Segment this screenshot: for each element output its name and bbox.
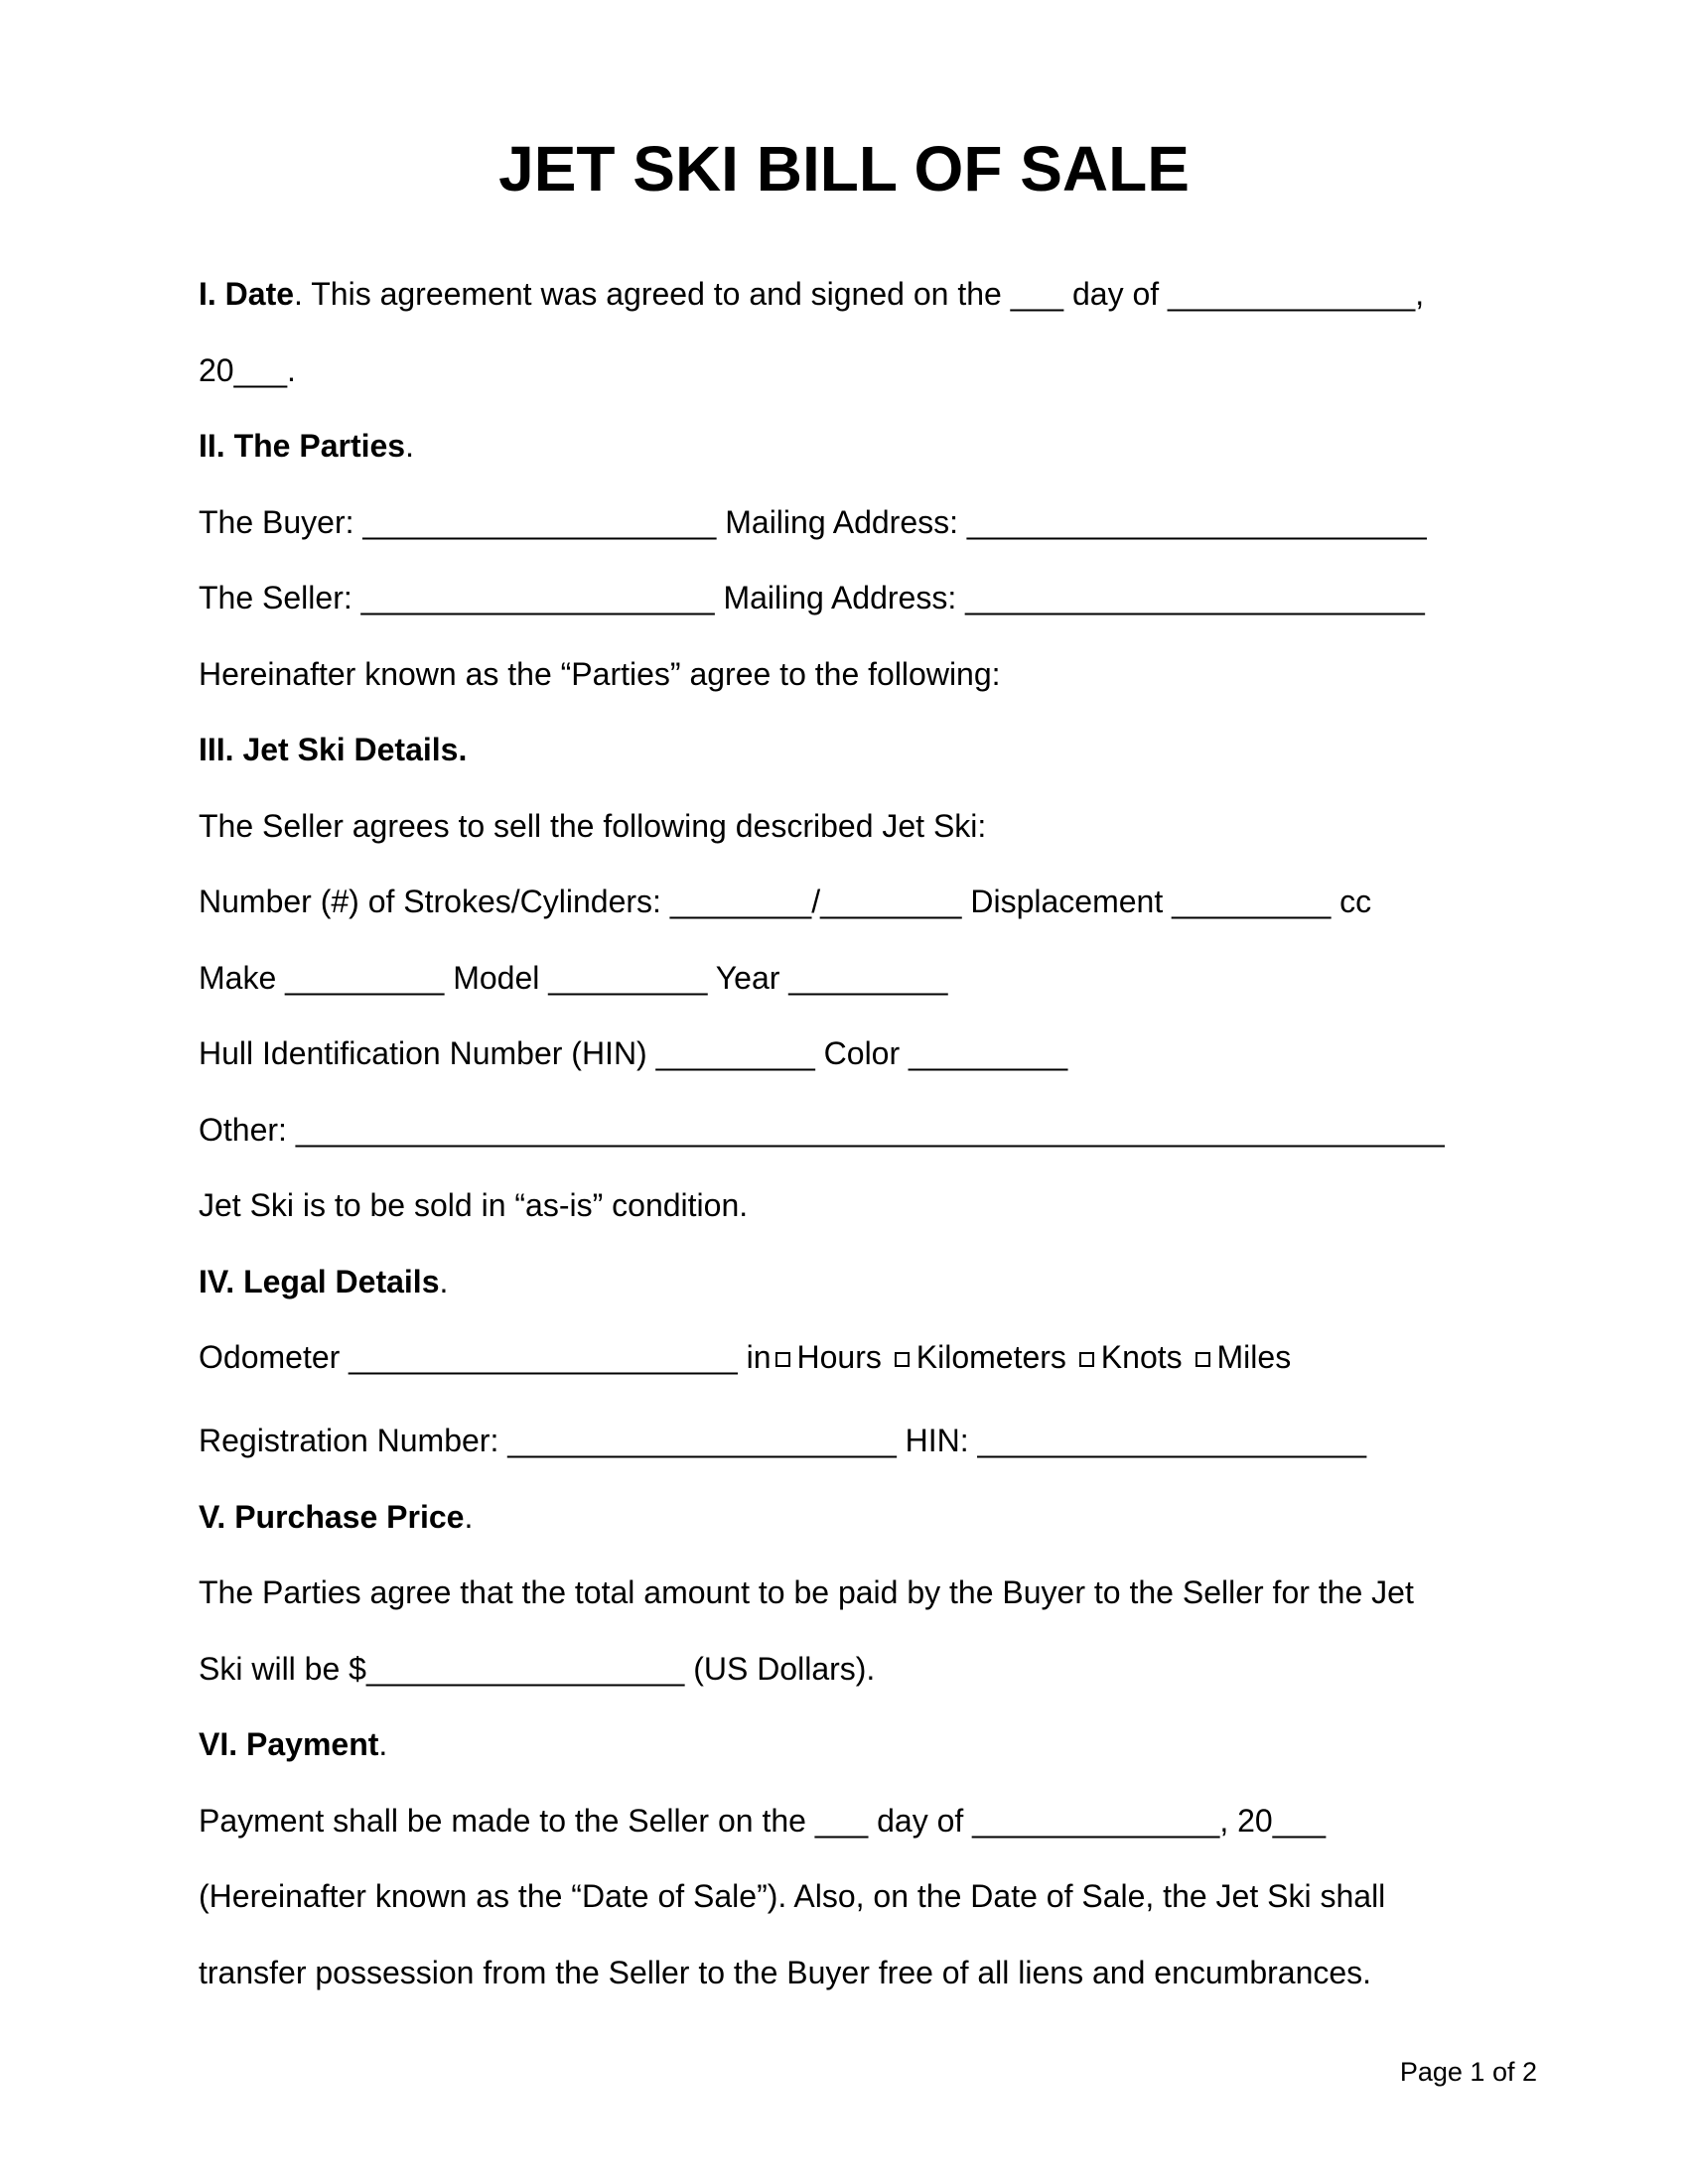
payment-line-1: Payment shall be made to the Seller on the ___ day of ______________, 20___ [199, 1802, 1327, 1839]
seller-line: The Seller: ____________________ Mailing Address: __________________________ [199, 580, 1425, 615]
buyer-line: The Buyer: ____________________ Mailing Address: __________________________ [199, 503, 1427, 540]
date-line-1 [199, 266, 1529, 342]
odometer-label: Odometer ______________________ in [199, 1339, 772, 1375]
price-line-1: The Parties agree that the total amount to be paid by the Buyer to the Seller for the Jet [199, 1574, 1414, 1610]
strokes-line: Number (#) of Strokes/Cylinders: ________/________ Displacement _________ cc [199, 884, 1372, 919]
date-line-2: 20___. [199, 351, 296, 388]
knots-checkbox[interactable] [1079, 1352, 1094, 1367]
knots-label: Knots [1100, 1339, 1183, 1375]
heading-period: . [439, 1263, 449, 1299]
parties-hereinafter: Hereinafter known as the “Parties” agree to the following: [199, 655, 1001, 692]
odometer-line [199, 1329, 1529, 1413]
document-body [199, 266, 1529, 2020]
legal-heading-line [199, 1254, 1529, 1330]
heading-period: . [405, 428, 414, 464]
page-number: Page 1 of 2 [1399, 2057, 1537, 2087]
payment-line-3: transfer possession from the Seller to the Buyer free of all liens and encumbrances. [199, 1954, 1372, 1990]
kilometers-label: Kilometers [915, 1339, 1066, 1375]
section-heading-legal: IV. Legal Details [199, 1263, 440, 1299]
make-model-year-line: Make _________ Model _________ Year _________ [199, 959, 948, 996]
hin-color-line: Hull Identification Number (HIN) _________ Color _________ [199, 1035, 1068, 1071]
kilometers-checkbox[interactable] [895, 1352, 910, 1367]
section-heading-date: I. Date [199, 276, 295, 312]
registration-line: Registration Number: ______________________ HIN: ______________________ [199, 1423, 1367, 1458]
hours-label: Hours [796, 1339, 882, 1375]
document-title: JET SKI BILL OF SALE [498, 133, 1190, 205]
section-heading-details: III. Jet Ski Details. [199, 732, 468, 767]
heading-period: . [464, 1498, 474, 1535]
hours-checkbox[interactable] [775, 1352, 790, 1367]
parties-heading-line [199, 418, 1529, 494]
details-intro: The Seller agrees to sell the following described Jet Ski: [199, 807, 987, 844]
section-heading-price: V. Purchase Price [199, 1498, 465, 1535]
as-is-line: Jet Ski is to be sold in “as-is” condition. [199, 1187, 749, 1223]
payment-line-2: (Hereinafter known as the “Date of Sale”). Also, on the Date of Sale, the Jet Ski shall [199, 1878, 1386, 1914]
section-heading-parties: II. The Parties [199, 428, 406, 464]
miles-checkbox[interactable] [1196, 1352, 1210, 1367]
other-line: Other: _________________________________________________________________ [199, 1111, 1445, 1148]
section-heading-payment: VI. Payment [199, 1726, 379, 1762]
heading-period: . [378, 1726, 388, 1762]
date-text: . This agreement was agreed to and signed on the ___ day of ______________, [294, 276, 1425, 312]
price-line-2: Ski will be $__________________ (US Dollars). [199, 1650, 876, 1687]
price-heading-line [199, 1489, 1529, 1566]
payment-heading-line [199, 1716, 1529, 1793]
miles-label: Miles [1216, 1339, 1292, 1375]
